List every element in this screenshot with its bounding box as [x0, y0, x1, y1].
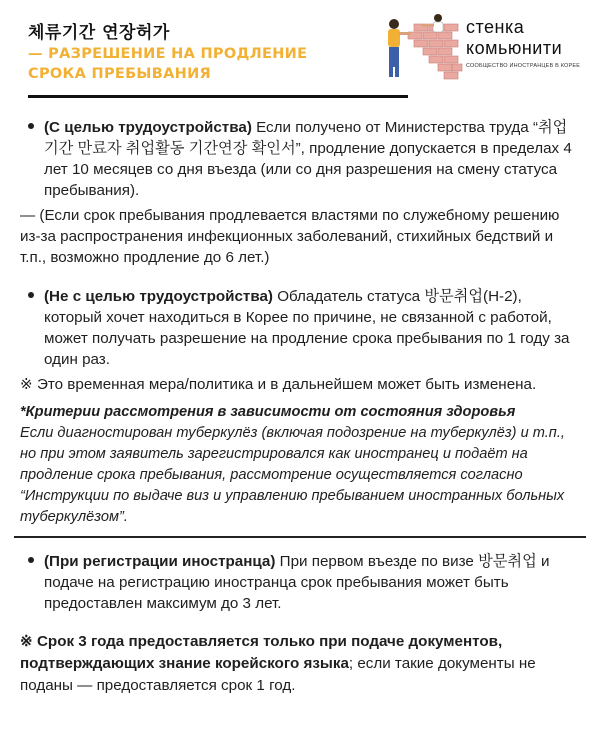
bullet-dot: [28, 557, 34, 563]
bullet-employment: [22, 117, 582, 201]
health-criteria-text: Если диагностирован туберкулёз (включая подозрение на туберкулёз) и т.п., но при этом заявитель зарегистрировался как иностранец и подаёт на продление срока пребывания, рассмотрение осуществляется согласно “Инструкции по выдаче виз и управлению пребыванием иностранных больных туберкулёзом”.: [20, 425, 565, 525]
final-note-bold: ※ Срок 3 года предоставляется только при подаче документов, подтверждающих знание корейского языка: [20, 633, 503, 672]
title-korean: 체류기간 연장허가: [28, 23, 170, 43]
header-divider: [28, 95, 408, 98]
title-russian: [28, 44, 307, 84]
brand-name-line1: стенка: [466, 17, 525, 37]
bullet-dot: [28, 123, 34, 129]
final-note: [20, 631, 582, 697]
bullet-dot: [28, 292, 34, 298]
bullet-non-employment: [22, 286, 582, 370]
bullet-employment-text: Если получено от Министерства труда “취업기간 만료자 취업활동 기간연장 확인서”, продление допускается в пределах 4 лет 10 месяцев со дня въезда (или со дня разрешения на смену статуса пребывания).: [44, 119, 572, 199]
brand-name: [466, 17, 596, 59]
header: [0, 0, 600, 100]
note-extension-6-years: — (Если срок пребывания продлевается властями по служебному решению из-за распространения инфекционных заболеваний, стихийных бедствий и т.п., возможно продление до 6 лет.): [20, 207, 560, 266]
health-criteria-title: *Критерии рассмотрения в зависимости от состояния здоровья: [20, 404, 516, 420]
bullet-employment-heading: (С целью трудоустройства): [44, 119, 252, 136]
bullet-non-employment-text: Обладатель статуса 방문취업(H-2), который хочет находиться в Корее по причине, не связанной с работой, может получать разрешение на продление срока пребывания по 1 году за один раз.: [44, 288, 570, 368]
note-temporary-measure: ※ Это временная мера/политика и в дальнейшем может быть изменена.: [20, 376, 537, 393]
brand-subtitle: СООБЩЕСТВО ИНОСТРАНЦЕВ В КОРЕЕ: [466, 63, 581, 69]
brick-wall-illustration-icon: [380, 14, 466, 82]
bullet-registration-text: При первом въезде по визе 방문취업 и подаче на регистрацию иностранца срок пребывания может быть предоставлен максимум до 3 лет.: [44, 553, 550, 612]
bullet-registration-heading: (При регистрации иностранца): [44, 553, 276, 570]
title-russian-line2: СРОКА ПРЕБЫВАНИЯ: [28, 66, 211, 82]
final-note-text: ; если такие документы не поданы — предоставляется срок 1 год.: [20, 655, 536, 694]
health-criteria: [20, 402, 582, 528]
section-divider: [14, 536, 586, 538]
bullet-non-employment-heading: (Не с целью трудоустройства): [44, 288, 273, 305]
brand-name-line2: комьюнити: [466, 38, 563, 58]
title-russian-line1: — РАЗРЕШЕНИЕ НА ПРОДЛЕНИЕ: [28, 46, 308, 62]
bullet-registration: [22, 551, 582, 614]
